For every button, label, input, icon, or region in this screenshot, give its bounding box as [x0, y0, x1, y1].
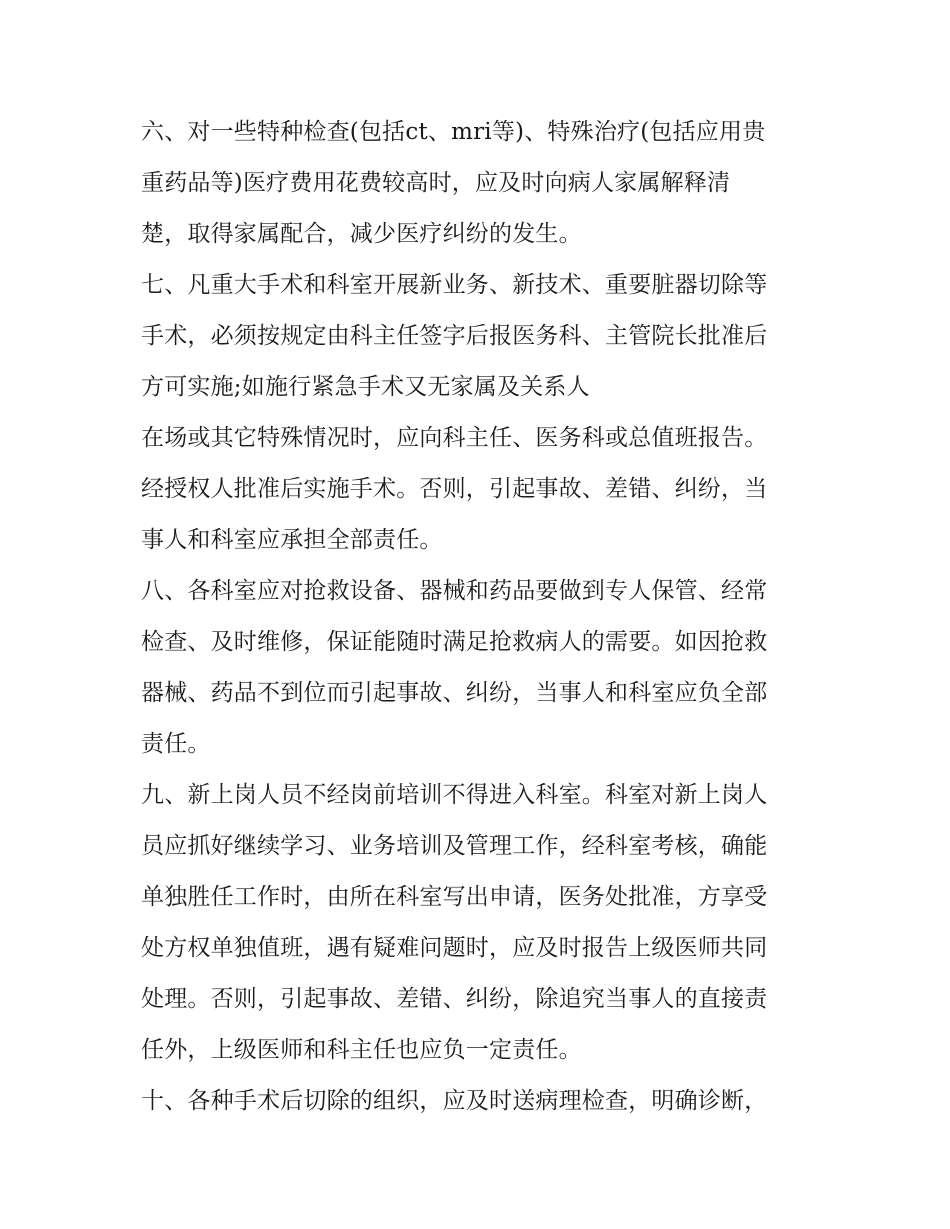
- text-line: 楚，取得家属配合，减少医疗纠纷的发生。: [141, 221, 582, 247]
- text-line: 经授权人批准后实施手术。否则，引起事故、差错、纠纷，当: [141, 476, 768, 502]
- text-line: 员应抓好继续学习、业务培训及管理工作，经科室考核，确能: [141, 833, 768, 859]
- text-line: 处理。否则，引起事故、差错、纠纷，除追究当事人的直接责: [141, 986, 768, 1012]
- text-line: 重药品等)医疗费用花费较高时，应及时向病人家属解释清: [141, 170, 731, 196]
- text-line: 九、新上岗人员不经岗前培训不得进入科室。科室对新上岗人: [141, 782, 768, 808]
- text-line: 手术，必须按规定由科主任签字后报医务科、主管院长批准后: [141, 323, 768, 349]
- text-line: 七、凡重大手术和科室开展新业务、新技术、重要脏器切除等: [141, 272, 768, 298]
- text-line: 八、各科室应对抢救设备、器械和药品要做到专人保管、经常: [141, 578, 768, 604]
- text-line: 检查、及时维修，保证能随时满足抢救病人的需要。如因抢救: [141, 629, 768, 655]
- text-line: 器械、药品不到位而引起事故、纠纷，当事人和科室应负全部: [141, 680, 768, 706]
- text-line: 方可实施;如施行紧急手术又无家属及关系人: [141, 374, 590, 400]
- text-line: 在场或其它特殊情况时，应向科主任、医务科或总值班报告。: [141, 425, 768, 451]
- document-body: [141, 107, 821, 1127]
- text-line: 任外，上级医师和科主任也应负一定责任。: [141, 1037, 582, 1063]
- text-line: 处方权单独值班，遇有疑难问题时，应及时报告上级医师共同: [141, 935, 768, 961]
- text-line: 责任。: [141, 731, 211, 757]
- text-line: 单独胜任工作时，由所在科室写出申请，医务处批准，方享受: [141, 884, 768, 910]
- text-line: 事人和科室应承担全部责任。: [141, 527, 443, 553]
- text-line: 十、各种手术后切除的组织，应及时送病理检查，明确诊断，: [141, 1088, 768, 1114]
- text-line: 六、对一些特种检查(包括ct、mri等)、特殊治疗(包括应用贵: [141, 119, 766, 145]
